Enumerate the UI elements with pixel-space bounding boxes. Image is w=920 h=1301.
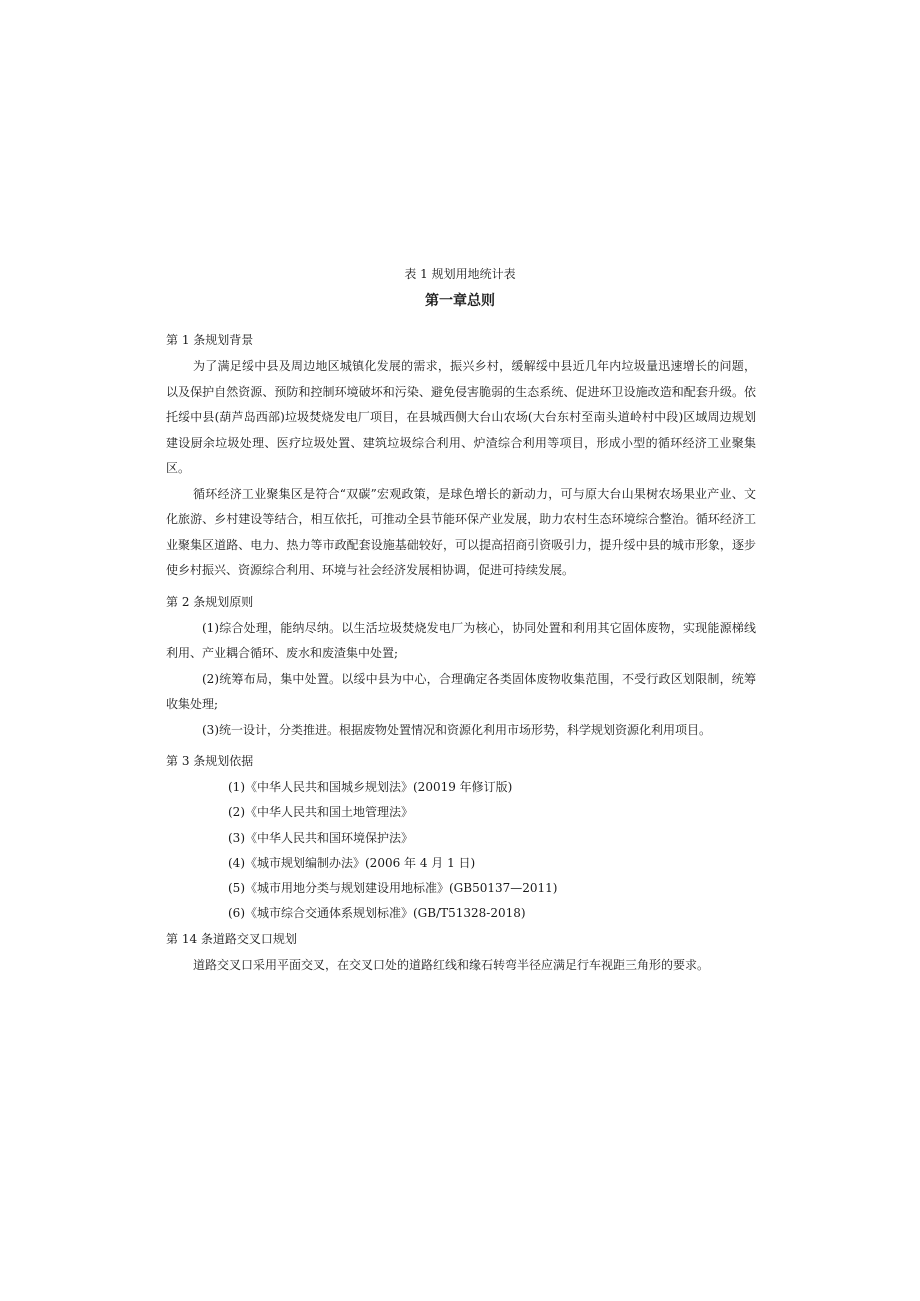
reference-item: (2)《中华人民共和国土地管理法》 [228, 805, 413, 820]
reference-item: (4)《城市规划编制办法》(2006 年 4 月 1 日) [228, 855, 476, 870]
spacer [166, 743, 756, 749]
document-body [166, 328, 756, 978]
section-heading-14: 第 14 条道路交叉口规划 [166, 931, 297, 946]
reference-item: (6)《城市综合交通体系规划标准》(GB/T51328-2018) [228, 906, 526, 921]
section-1-paragraph: 为了满足绥中县及周边地区城镇化发展的需求，振兴乡村，缓解绥中县近几年内垃圾量迅速增长的问题，以及保护自然资源、预防和控制环境破坏和污染、避免侵害脆弱的生态系统、促进环卫设施改造和配套升级。依托绥中县(葫芦岛西部)垃圾焚烧发电厂项目，在县城西侧大台山农场(大台东村至南头道岭村中段)区域周边规划建设厨余垃圾处理、医疗垃圾处置、建筑垃圾综合利用、炉渣综合利用等项目，形成小型的循环经济工业聚集区。 [166, 359, 756, 475]
section-1-paragraph: 循环经济工业聚集区是符合“双碳”宏观政策，是球色增长的新动力，可与原大台山果树农场果业产业、文化旅游、乡村建设等结合，相互依托，可推动全县节能环保产业发展，助力农村生态环境综合整治。循环经济工业聚集区道路、电力、热力等市政配套设施基础较好，可以提高招商引资吸引力，提升绥中县的城市形象，逐步使乡村振兴、资源综合利用、环境与社会经济发展相协调，促进可持续发展。 [166, 486, 756, 577]
reference-item: (5)《城市用地分类与规划建设用地标准》(GB50137—2011) [228, 881, 558, 896]
chapter-title: 第一章总则 [425, 293, 495, 309]
principle-item: (2)统筹布局，集中处置。以绥中县为中心，合理确定各类固体废物收集范围，不受行政区划限制，统筹收集处理; [166, 671, 756, 711]
section-heading-1: 第 1 条规划背景 [166, 333, 254, 347]
reference-item: (3)《中华人民共和国环境保护法》 [228, 830, 413, 845]
spacer [166, 584, 756, 590]
principle-item: (1)综合处理，能纳尽纳。以生活垃圾焚烧发电厂为核心，协同处置和利用其它固体废物，实现能源梯线利用、产业耦合循环、废水和废渣集中处置; [166, 620, 756, 660]
section-heading-3: 第 3 条规划依据 [166, 754, 254, 768]
section-14-paragraph: 道路交叉口采用平面交叉，在交叉口处的道路红线和缘石转弯半径应满足行车视距三角形的要求。 [193, 957, 710, 972]
reference-item: (1)《中华人民共和国城乡规划法》(20019 年修订版) [228, 780, 513, 794]
table-caption: 表 1 规划用地统计表 [404, 267, 516, 281]
principle-item: (3)统一设计，分类推进。根据废物处置情况和资源化利用市场形势，科学规划资源化利用项目。 [202, 722, 712, 737]
section-heading-2: 第 2 条规划原则 [166, 594, 254, 609]
